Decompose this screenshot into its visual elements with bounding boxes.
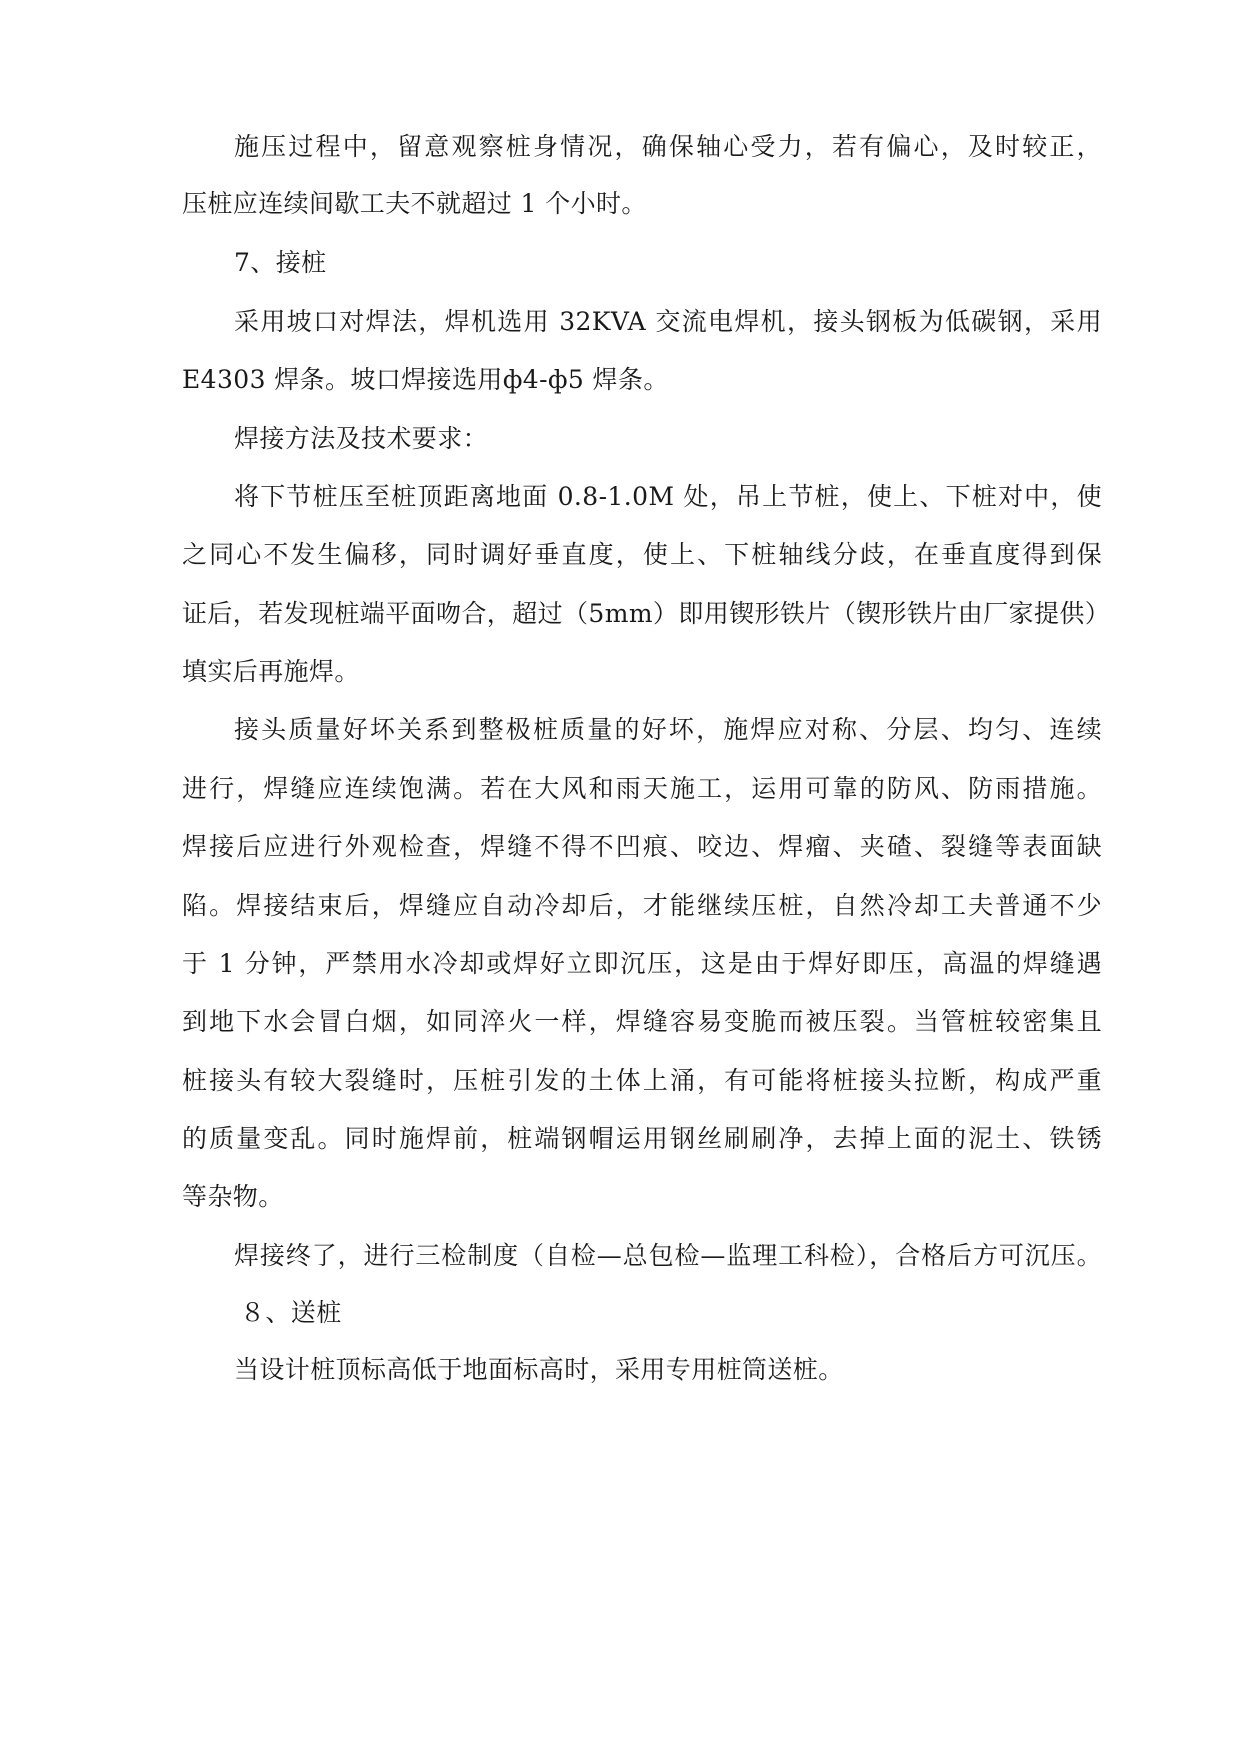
paragraph-line: 当设计桩顶标高低于地面标高时，采用专用桩筒送桩。 [234,1355,844,1384]
paragraph-line: 施压过程中，留意观察桩身情况，确保轴心受力，若有偏心，及时较正， [234,132,1102,161]
paragraph-line: 陷。焊接结束后，焊缝应自动冷却后，才能继续压桩，自然冷却工夫普通不少 [182,891,1102,920]
paragraph-line: 压桩应连续间歇工夫不就超过 1 个小时。 [182,189,647,218]
paragraph-line: 填实后再施焊。 [182,657,360,686]
paragraph-line: 等杂物。 [182,1182,284,1211]
paragraph-line: 采用坡口对焊法，焊机选用 32KVA 交流电焊机，接头钢板为低碳钢，采用 [234,307,1102,336]
paragraph-line: 进行，焊缝应连续饱满。若在大风和雨天施工，运用可靠的防风、防雨措施。 [182,774,1102,803]
subheading: 焊接方法及技术要求： [234,424,489,453]
paragraph-line: 于 1 分钟，严禁用水冷却或焊好立即沉压，这是由于焊好即压，高温的焊缝遇 [182,949,1102,978]
paragraph-line: E4303 焊条。坡口焊接选用ф4-ф5 焊条。 [182,365,669,394]
paragraph-line: 到地下水会冒白烟，如同淬火一样，焊缝容易变脆而被压裂。当管桩较密集且 [182,1007,1102,1036]
section-heading: 7、接桩 [234,248,327,277]
paragraph-line: 焊接后应进行外观检查，焊缝不得不凹痕、咬边、焊瘤、夹碴、裂缝等表面缺 [182,832,1102,861]
paragraph-line: 接头质量好坏关系到整极桩质量的好坏，施焊应对称、分层、均匀、连续 [234,715,1102,744]
section-heading: ８、送桩 [240,1298,342,1327]
paragraph-line: 焊接终了，进行三检制度（自检—总包检—监理工科检），合格后方可沉压。 [234,1241,1102,1270]
paragraph-line: 桩接头有较大裂缝时，压桩引发的土体上涌，有可能将桩接头拉断，构成严重 [182,1066,1102,1095]
paragraph-line: 的质量变乱。同时施焊前，桩端钢帽运用钢丝刷刷净，去掉上面的泥土、铁锈 [182,1124,1102,1153]
paragraph-line: 将下节桩压至桩顶距离地面 0.8-1.0M 处，吊上节桩，使上、下桩对中，使 [234,482,1102,511]
paragraph-line: 之同心不发生偏移，同时调好垂直度，使上、下桩轴线分歧，在垂直度得到保 [182,540,1102,569]
paragraph-line: 证后，若发现桩端平面吻合，超过（5mm）即用锲形铁片（锲形铁片由厂家提供） [182,599,1111,628]
